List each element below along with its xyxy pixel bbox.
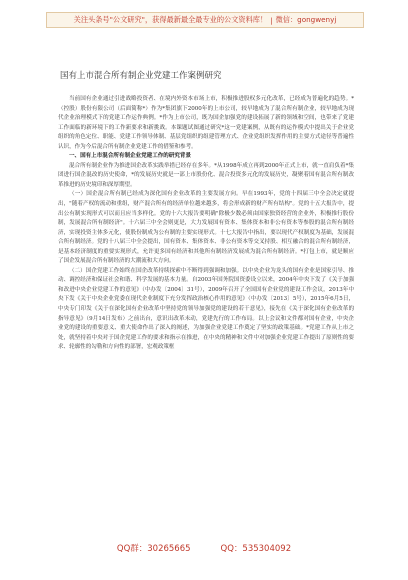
subsection-paragraph: （一）国企混合所有制已经成为深化国有企业改革的主要发展方向。早在1993年，党的十四届三中全会决定就提出，"随着产权的流动和重组，财产混合所有的经济单位越来越多，将会形成新的财产所有结构"。党的十五大报告中，提出公有制实现形式可以而且应当多样化。党的十六大报告要明确"除极少数必须由国家独资经营的企业外，积极推行股份制，发展混合所有制经济"。十六届三中全会则更是，大力发展国有资本、集体资本和非公有资本等参股的混合所有制经济，实现投资主体多元化，使股份制成为公有制的主要实现形式。十七大报告中指出，要以现代产权制度为基础，发展混合所有制经济。党的十八届三中全会提出，国有资本、集体资本、非公有资本等交叉持股、相互融合的混合所有制经济，是基本经济制度的重要实现形式，允许更多国有经济和其他所有制经济发展成为混合所有制经济。*打包上市，就是顺应了国企发展混合所有制经济的大潮流和大方向。 [58, 191, 354, 265]
document-body [58, 95, 354, 353]
banner-promo-text: 关注头条号"公文研究"，获得最新最全最专业的公文资料库！ [73, 15, 268, 24]
section-heading: 一、国有上市混合所有制企业党建工作的研究背景 [69, 153, 192, 160]
banner-wechat-text: 微信：gongwenyj [275, 15, 337, 24]
footer-qq: QQ：535304092 [220, 544, 292, 554]
top-banner [46, 12, 364, 28]
footer-contact [0, 542, 408, 554]
intro-paragraph: 当前国有企业通过引进战略投资者、在境内外资本市场上市，积极推进股权多元化改革，已经成为普遍化的趋势。*（控股）股份有限公司（后面简称*）作为*集团旗下2000年的上市公司，较早地成为了混合所有制企业，较早地成为现代企业治理模式下的党建工作运作典例。*作为上市公司，既为国企加强党的建设拓展了新的领域和空间，也带来了党建工作面临的新环境下的工作新要求和新挑战。本课题试图通过研究*这一党建案例，从既有的运作模式中提出关于企业党组织的角色定位、职能、党建工作领导体制、基层党组织的组建管理方式、企业党组织发挥作用的主要方式途径等普遍性认识，作为今后混合所有制企业党建工作的借鉴和参考。 [58, 96, 354, 150]
subsection-paragraph: （二）国企党建工作始终在国企改革持续探索中不断得到强调和加强。以中央企业为龙头的国有企业是国家引导、推动、调控经济和保证社会和谐、科学发展的基本力量。自2003年国务院国资委设立以来，2004年中央下发了《关于加强和改进中央企业党建工作的意见》（中办发〔2004〕31号），2009年召开了全国国有企业党的建设工作会议，2013年中央下发《关于中央企业党委在现代企业制度下充分发挥政治核心作用的意见》（中办发〔2013〕5号），2015年6月5日，中央专门印发《关于在深化国有企业改革中坚持党的领导加强党的建设的若干意见》，接先在《关于深化国有企业改革的指导意见》（9月14日发布）之前出台，意识出改革未动，党建先行的工作布局。以上会议和文件都对国有企业，中央企业党的建设的重要意义、重大使命作出了深入的阐述，为加强企业党建工作奠定了坚实的政策基础。*党建工作从上市之处，就坚持着中央对于国企党建工作的要求和指示在推进，在中央的精神和文件中对加强企业党建工作提出了原则性的要求、轮廓性的勾勒和方向性的部署，宏观政策框 [58, 267, 354, 351]
banner-separator: | [270, 15, 273, 25]
document-title: 国有上市混合所有制企业党建工作案例研究 [60, 71, 222, 81]
body-paragraph: 混合所有制企业作为推进国企改革实践举措已经存在多年。*从1998年成立再到2000年正式上市，就一直肩负着*集团进行国企混改的历史使命，*的发展历史就是一部上市股份化、混合投资多元化的发展历史，凝聚着国有混合所有制改革推进的历史境印和深厚期望。 [58, 162, 354, 188]
footer-qq-group: QQ群：30265665 [116, 544, 191, 554]
